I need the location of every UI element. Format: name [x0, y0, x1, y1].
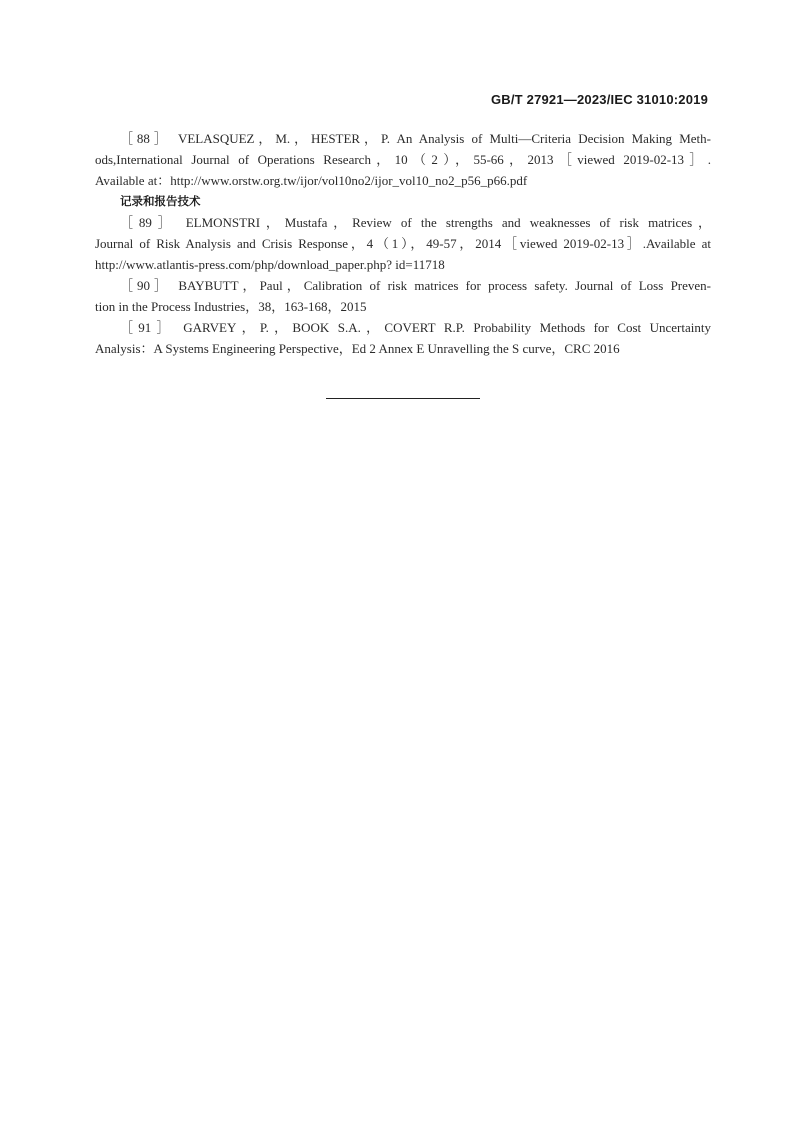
- reference-88: [95, 128, 711, 191]
- reference-line: ［91］ GARVEY，P.，BOOK S.A.，COVERT R.P. Probability Methods for Cost Uncertainty: [120, 320, 711, 335]
- section-heading: 记录和报告技术: [120, 194, 201, 208]
- reference-line: Available at：http://www.orstw.org.tw/ijor/vol10no2/ijor_vol10_no2_p56_p66.pdf: [95, 173, 528, 188]
- references-list: [95, 128, 711, 359]
- reference-line: tion in the Process Industries，38，163-168，2015: [95, 299, 367, 314]
- reference-line: Analysis：A Systems Engineering Perspective，Ed 2 Annex E Unravelling the S curve，CRC 2016: [95, 341, 620, 356]
- reference-line: ［90］ BAYBUTT，Paul，Calibration of risk matrices for process safety. Journal of Loss Preven-: [120, 278, 711, 293]
- reference-91: [95, 317, 711, 359]
- standard-code-header: GB/T 27921—2023/IEC 31010:2019: [490, 92, 708, 107]
- reference-line: http://www.atlantis-press.com/php/download_paper.php? id=11718: [95, 257, 445, 272]
- end-rule: [326, 398, 480, 399]
- reference-89: [95, 212, 711, 275]
- reference-line: ［89］ ELMONSTRI，Mustafa，Review of the strengths and weaknesses of risk matrices，: [120, 215, 711, 230]
- reference-90: [95, 275, 711, 317]
- reference-line: ods,International Journal of Operations Research，10（2），55-66，2013［viewed 2019-02-13］.: [95, 152, 711, 167]
- reference-line: ［88］ VELASQUEZ，M.，HESTER，P. An Analysis of Multi—Criteria Decision Making Meth-: [120, 131, 711, 146]
- reference-line: Journal of Risk Analysis and Crisis Response，4（1），49-57，2014［viewed 2019-02-13］.Available at: [95, 236, 711, 251]
